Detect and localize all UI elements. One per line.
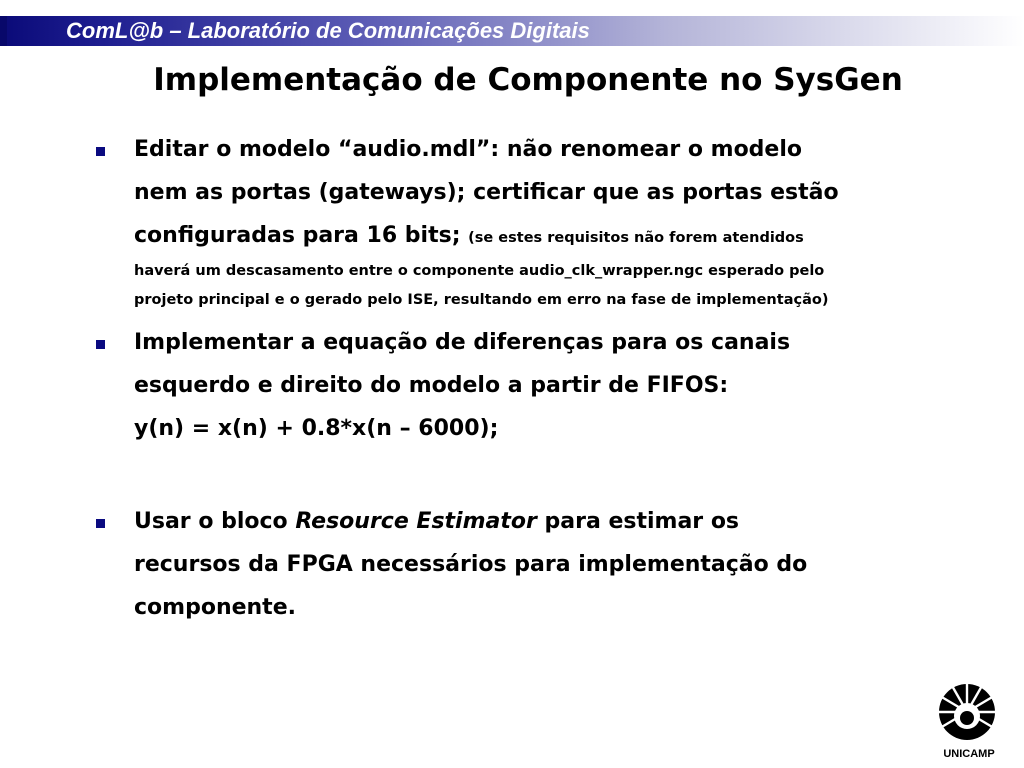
bullet-marker-2: [96, 340, 105, 349]
unicamp-logo-label: UNICAMP: [943, 748, 995, 760]
bullet-3-prefix: Usar o bloco: [134, 509, 296, 534]
bullet-1-line-3: [134, 221, 804, 253]
slide-title: Implementação de Componente no SysGen: [153, 62, 903, 98]
bullet-3-line-3: componente.: [134, 595, 296, 620]
bullet-1-line-1: Editar o modelo “audio.mdl”: não renomear o modelo: [134, 137, 803, 162]
bullet-marker-1: [96, 147, 105, 156]
bullet-2-line-1: Implementar a equação de diferenças para os canais: [134, 330, 791, 355]
bullet-2-equation: y(n) = x(n) + 0.8*x(n – 6000);: [134, 416, 499, 441]
bullet-3-line-2: recursos da FPGA necessários para implementação do: [134, 552, 808, 577]
bullet-1-line-3-text: configuradas para 16 bits;: [134, 223, 461, 248]
header-bar: [0, 16, 1024, 46]
header-title: ComL@b – Laboratório de Comunicações Digitais: [66, 18, 590, 43]
bullet-3-emphasis: Resource Estimator: [295, 509, 537, 534]
bullet-1-note-1: (se estes requisitos não forem atendidos: [468, 230, 804, 246]
bullet-marker-3: [96, 519, 105, 528]
bullet-2-line-2: esquerdo e direito do modelo a partir de FIFOS:: [134, 373, 729, 398]
bullet-1-note-2: haverá um descasamento entre o componente audio_clk_wrapper.ngc esperado pelo: [134, 263, 825, 279]
bullet-1-line-2: nem as portas (gateways); certificar que as portas estão: [134, 180, 839, 205]
header-edge: [0, 16, 7, 46]
bullet-3-suffix: para estimar os: [536, 509, 740, 534]
unicamp-logo-icon: [931, 678, 1007, 760]
bullet-3-line-1: [134, 507, 739, 537]
bullet-1-note-3: projeto principal e o gerado pelo ISE, resultando em erro na fase de implementação): [134, 292, 829, 308]
